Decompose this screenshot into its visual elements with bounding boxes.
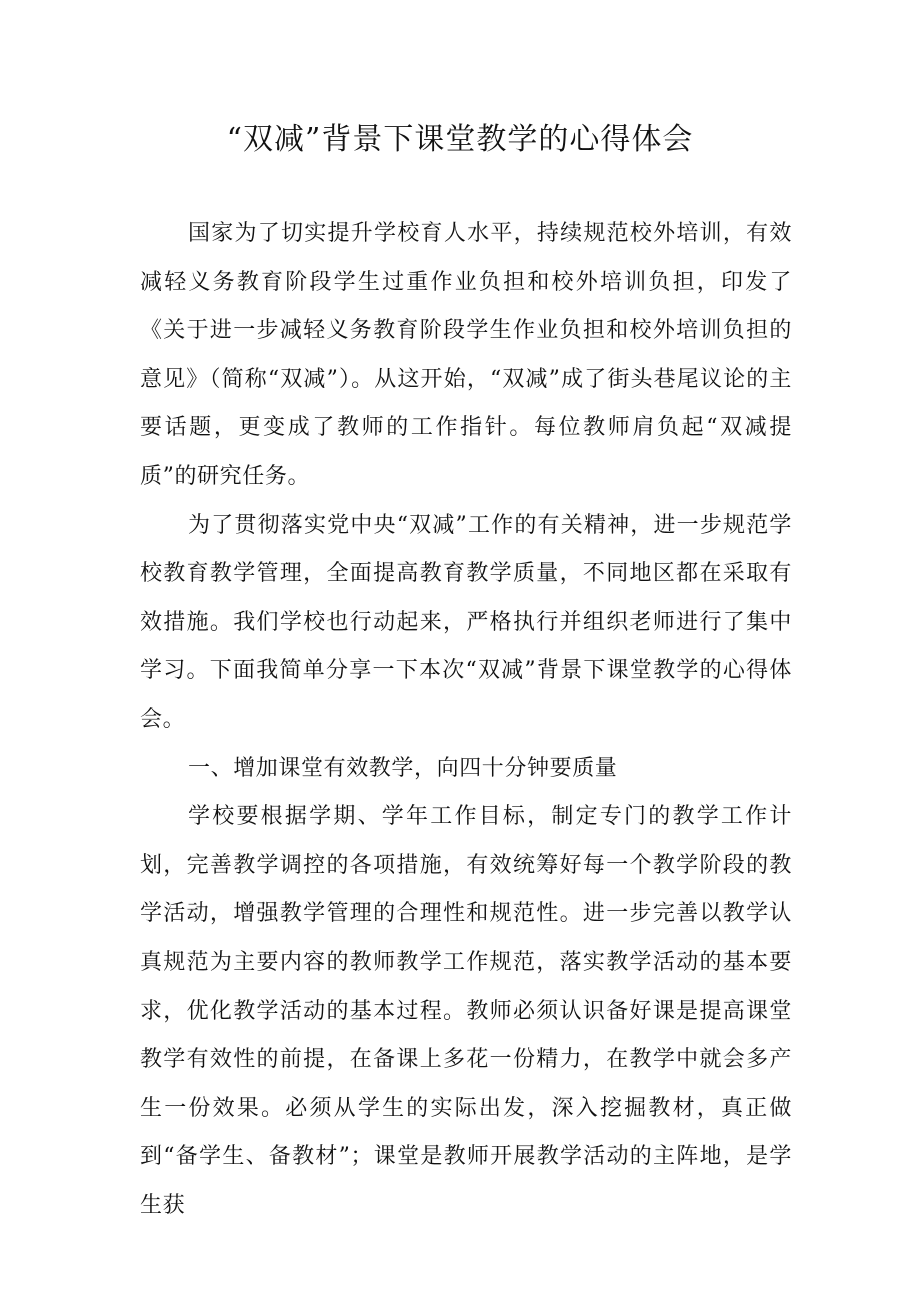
paragraph-intro: 国家为了切实提升学校育人水平，持续规范校外培训，有效减轻义务教育阶段学生过重作业负担和校外培训负担，印发了《关于进一步减轻义务教育阶段学生作业负担和校外培训负担的意见》（简称“双减”）。从这开始，“双减”成了街头巷尾议论的主要话题，更变成了教师的工作指针。每位教师肩负起“双减提质”的研究任务。 [140, 221, 792, 489]
paragraph-context: 为了贯彻落实党中央“双减”工作的有关精神，进一步规范学校教育教学管理，全面提高教育教学质量，不同地区都在采取有效措施。我们学校也行动起来，严格执行并组织老师进行了集中学习。下面我简单分享一下本次“双减”背景下课堂教学的心得体会。 [140, 512, 792, 732]
paragraph-section-1: 学校要根据学期、学年工作目标，制定专门的教学工作计划，完善教学调控的各项措施，有效统筹好每一个教学阶段的教学活动，增强教学管理的合理性和规范性。进一步完善以教学认真规范为主要内容的教师教学工作规范，落实教学活动的基本要求，优化教学活动的基本过程。教师必须认识备好课是提高课堂教学有效性的前提，在备课上多花一份精力，在教学中就会多产生一份效果。必须从学生的实际出发，深入挖掘教材，真正做到“备学生、备教材”；课堂是教师开展教学活动的主阵地，是学生获 [140, 804, 792, 1218]
document-body [140, 210, 792, 1230]
section-heading-1: 一、增加课堂有效教学，向四十分钟要质量 [188, 755, 618, 781]
document-title: “双减”背景下课堂教学的心得体会 [226, 122, 694, 157]
